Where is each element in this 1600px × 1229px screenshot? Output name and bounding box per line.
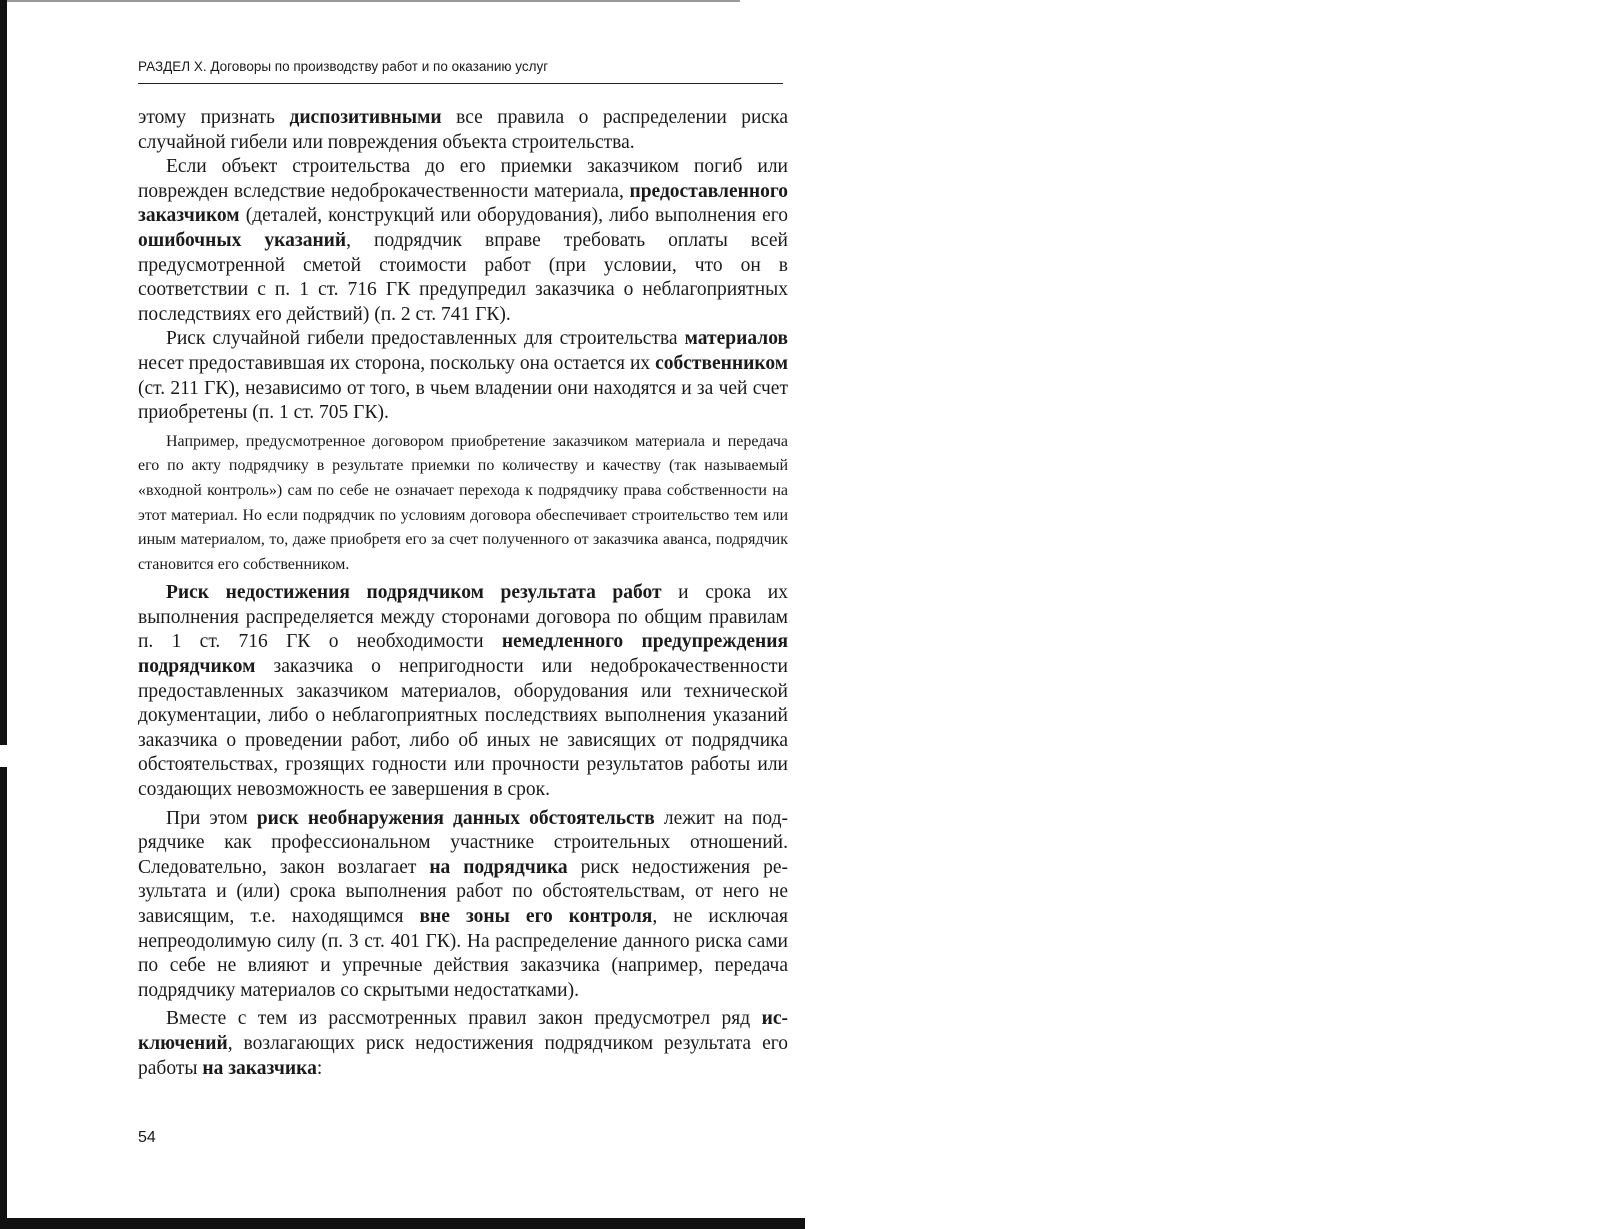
paragraph-1 — [138, 106, 788, 155]
bold-term: диспозитивными — [289, 107, 442, 128]
bold-term: собственником — [655, 352, 788, 374]
text-run: Вместе с тем из рассмотренных правил закон предусмотрел ряд — [166, 1008, 762, 1030]
text-run: , не исключая непреодолимую силу (п. 3 ст. 401 ГК). На распределение данного риска сами по себе не влияют и упречные действия заказчика (например, передача подрядчику материалов со скрытыми недостатками). — [138, 906, 788, 1001]
text-run: (деталей, конструкций или оборудования), либо выполнения его — [239, 205, 788, 227]
bold-term: материалов — [684, 328, 788, 350]
bold-term: на подрядчика — [429, 856, 568, 878]
text-run: Риск случайной гибели предоставленных для строительства — [166, 328, 685, 350]
text-run: Если объект строительства до его приемки заказчиком погиб или поврежден вследствие недоброкачественности материала, — [138, 156, 788, 202]
body-text — [138, 106, 788, 1081]
bold-term: немедленного предупреждения подрядчиком — [138, 631, 788, 678]
text-run: несет предоставившая их сторона, поскольку она остается их — [138, 352, 656, 374]
paragraph-3 — [138, 327, 788, 425]
bold-term: исключений — [138, 1008, 788, 1054]
text-run: заказчика о непригодности или недоброкачественности предоставленных заказчиком материалов, оборудования или технической документации, либо о неблагоприятных последствиях выполнения указаний заказчика о проведении работ, либо об иных не зависящих от подрядчика обстоятельствах, грозящих годности или прочности результатов работы или создающих невозможность ее завершения в срок. — [138, 656, 788, 801]
bold-term: Риск недостижения подрядчиком результата работ — [166, 582, 662, 604]
bold-term: на заказчика — [202, 1057, 317, 1079]
text-run: этому признать — [138, 107, 290, 128]
book-page — [138, 58, 788, 1081]
text-run: : — [316, 1057, 323, 1079]
text-run: все правила о распределении риска случайной гибели или повреждения объекта строительства. — [138, 107, 788, 153]
paragraph-6 — [138, 1007, 788, 1081]
bold-term: предоставленного заказчиком — [138, 180, 788, 227]
text-run: , возлагающих риск недостижения подрядчиком результата его работы — [138, 1032, 788, 1079]
bold-term: вне зоны его контроля — [419, 906, 653, 927]
text-run: и срока их выполнения распределяется между сторонами договора по общим правилам п. 1 ст. 716 ГК о необходимости — [138, 582, 788, 653]
scan-top-rule — [0, 0, 740, 2]
text-run: , подрядчик вправе требовать оплаты всей предусмотренной сметой стоимости работ (при условии, что он в соответствии с п. 1 ст. 716 ГК предупредил заказчика о неблагоприятных последствиях его действий) (п. 2 ст. 741 ГК). — [138, 229, 788, 325]
text-run: лежит на подрядчике как профессиональном участнике строительных отношений. Следовательно, закон возлагает — [138, 807, 789, 878]
page-number: 54 — [138, 1129, 156, 1146]
scan-left-edge — [0, 0, 7, 1229]
paragraph-5 — [138, 807, 788, 1004]
example-paragraph — [138, 430, 788, 578]
text-run: риск недостижения результата и (или) срока выполнения работ по обстоятельствам, от него не зависящим, т.е. находящимся — [138, 856, 788, 927]
paragraph-4 — [138, 581, 788, 802]
running-header: РАЗДЕЛ X. Договоры по производству работ и по оказанию услуг — [138, 58, 783, 84]
text-run: (ст. 211 ГК), независимо от того, в чьем владении они находятся и за чей счет приобретены (п. 1 ст. 705 ГК). — [138, 377, 788, 424]
text-run: Например, предусмотренное договором приобретение заказчиком материала и передача его по акту подрядчику в результате приемки по количеству и качеству (так называемый «входной контроль») сам по себе не означает перехода к подрядчику права собственности на этот материал. Но если подрядчик по условиям договора обеспечивает строительство тем или иным материалом, то, даже приобретя его за счет полученного от заказчика аванса, подрядчик становится его собственником. — [138, 432, 788, 573]
scan-bottom-edge — [0, 1218, 805, 1229]
paragraph-2 — [138, 155, 788, 327]
text-run: При этом — [166, 807, 257, 829]
bold-term: ошибочных указаний — [138, 229, 347, 251]
scan-left-gap — [0, 745, 7, 767]
bold-term: риск необнаружения данных обстоятельств — [256, 807, 655, 829]
